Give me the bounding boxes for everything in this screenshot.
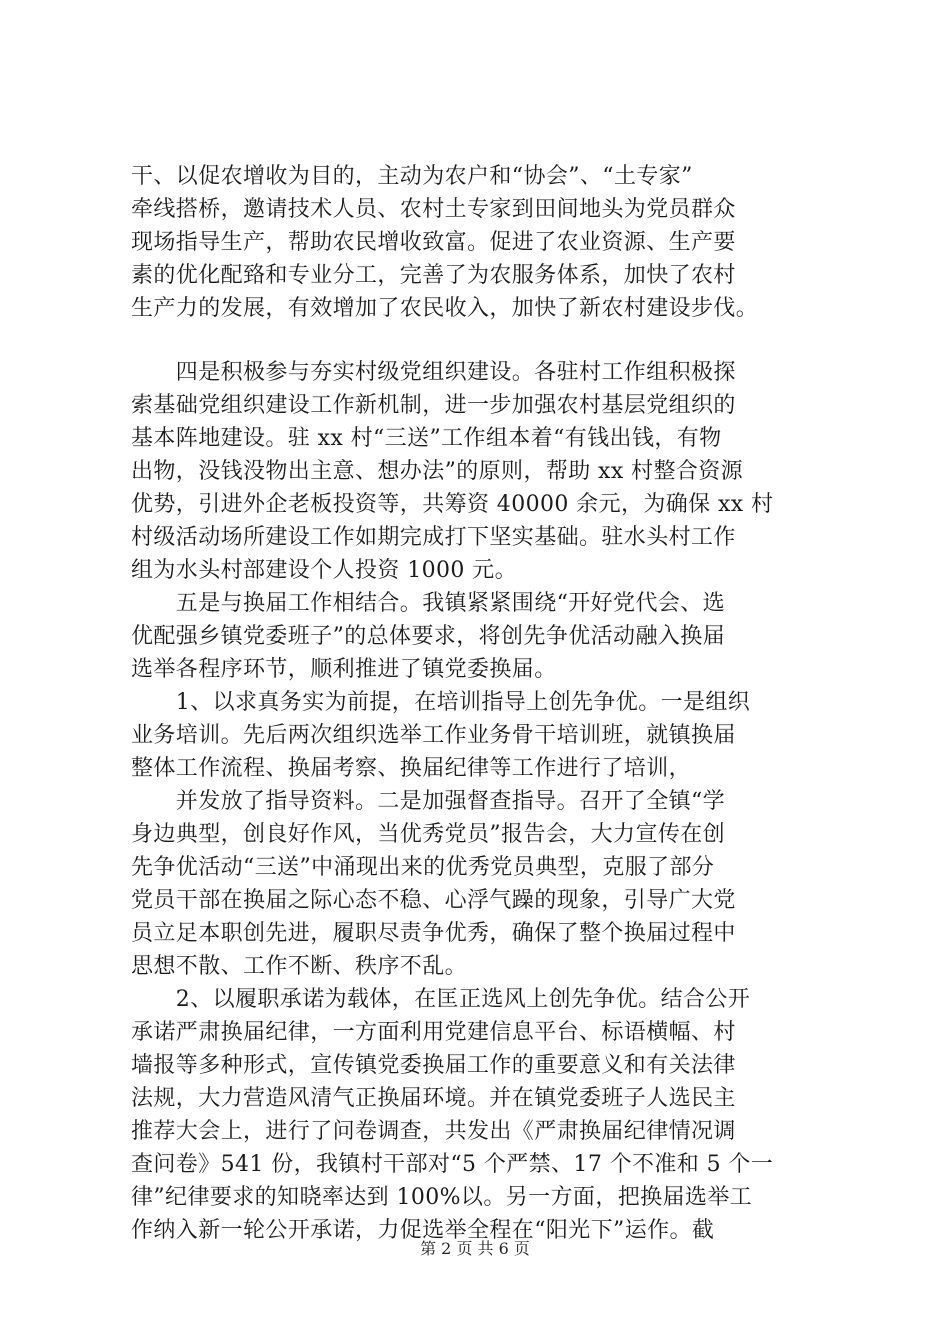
text-line: 出物，没钱没物出主意、想办法”的原则，帮助 xx 村整合资源 xyxy=(131,459,744,484)
text-line: 四是积极参与夯实村级党组织建设。各驻村工作组积极探 xyxy=(131,360,736,385)
text-line: 业务培训。先后两次组织选举工作业务骨干培训班，就镇换届 xyxy=(131,723,736,748)
paragraph-block-1 xyxy=(131,160,831,325)
page-number-footer: 第 2 页 共 6 页 xyxy=(420,1239,530,1258)
text-line: 干、以促农增收为目的，主动为农户和“协会”、“土专家” xyxy=(131,164,693,189)
text-line: 查问卷》541 份，我镇村干部对“5 个严禁、17 个不准和 5 个一 xyxy=(131,1152,774,1177)
text-line: 基本阵地建设。驻 xx 村“三送”工作组本着“有钱出钱，有物 xyxy=(131,426,722,451)
text-line: 素的优化配臵和专业分工，完善了为农服务体系，加快了农村 xyxy=(131,263,736,288)
text-line: 现场指导生产，帮助农民增收致富。促进了农业资源、生产要 xyxy=(131,230,736,255)
text-line: 牵线搭桥，邀请技术人员、农村土专家到田间地头为党员群众 xyxy=(131,197,736,222)
text-line: 墙报等多种形式，宣传镇党委换届工作的重要意义和有关法律 xyxy=(131,1053,736,1078)
text-line: 组为水头村部建设个人投资 1000 元。 xyxy=(131,558,517,583)
text-line: 推荐大会上，进行了问卷调查，共发出《严肃换届纪律情况调 xyxy=(131,1119,736,1144)
text-line: 员立足本职创先进，履职尽责争优秀，确保了整个换届过程中 xyxy=(131,921,736,946)
text-line: 2、以履职承诺为载体，在匡正选风上创先争优。结合公开 xyxy=(131,987,751,1012)
text-line: 优势，引进外企老板投资等，共筹资 40000 余元，为确保 xx 村 xyxy=(131,492,774,517)
text-line: 并发放了指导资料。二是加强督查指导。召开了全镇“学 xyxy=(131,789,726,814)
text-line: 五是与换届工作相结合。我镇紧紧围绕“开好党代会、选 xyxy=(131,591,726,616)
text-line: 1、以求真务实为前提，在培训指导上创先争优。一是组织 xyxy=(131,690,751,715)
text-line: 索基础党组织建设工作新机制，进一步加强农村基层党组织的 xyxy=(131,393,736,418)
text-line: 优配强乡镇党委班子”的总体要求，将创先争优活动融入换届 xyxy=(131,624,726,649)
text-line: 作纳入新一轮公开承诺，力促选举全程在“阳光下”运作。截 xyxy=(131,1218,715,1243)
text-line: 党员干部在换届之际心态不稳、心浮气躁的现象，引导广大党 xyxy=(131,888,736,913)
text-line: 先争优活动“三送”中涌现出来的优秀党员典型，克服了部分 xyxy=(131,855,715,880)
text-line: 整体工作流程、换届考察、换届纪律等工作进行了培训， xyxy=(131,756,692,781)
text-line: 思想不散、工作不断、秩序不乱。 xyxy=(131,954,468,979)
text-line: 村级活动场所建设工作如期完成打下坚实基础。驻水头村工作 xyxy=(131,525,736,550)
text-line: 法规，大力营造风清气正换届环境。并在镇党委班子人选民主 xyxy=(131,1086,736,1111)
paragraph-block-2 xyxy=(131,356,831,1247)
text-line: 生产力的发展，有效增加了农民收入，加快了新农村建设步伐。 xyxy=(131,296,759,321)
document-body xyxy=(131,160,831,1247)
paragraph-gap xyxy=(131,325,831,356)
text-line: 律”纪律要求的知晓率达到 100%以。另一方面，把换届选举工 xyxy=(131,1185,753,1210)
text-line: 身边典型，创良好作风，当优秀党员”报告会，大力宣传在创 xyxy=(131,822,726,847)
text-line: 选举各程序环节，顺利推进了镇党委换届。 xyxy=(131,657,557,682)
text-line: 承诺严肃换届纪律，一方面利用党建信息平台、标语横幅、村 xyxy=(131,1020,736,1045)
